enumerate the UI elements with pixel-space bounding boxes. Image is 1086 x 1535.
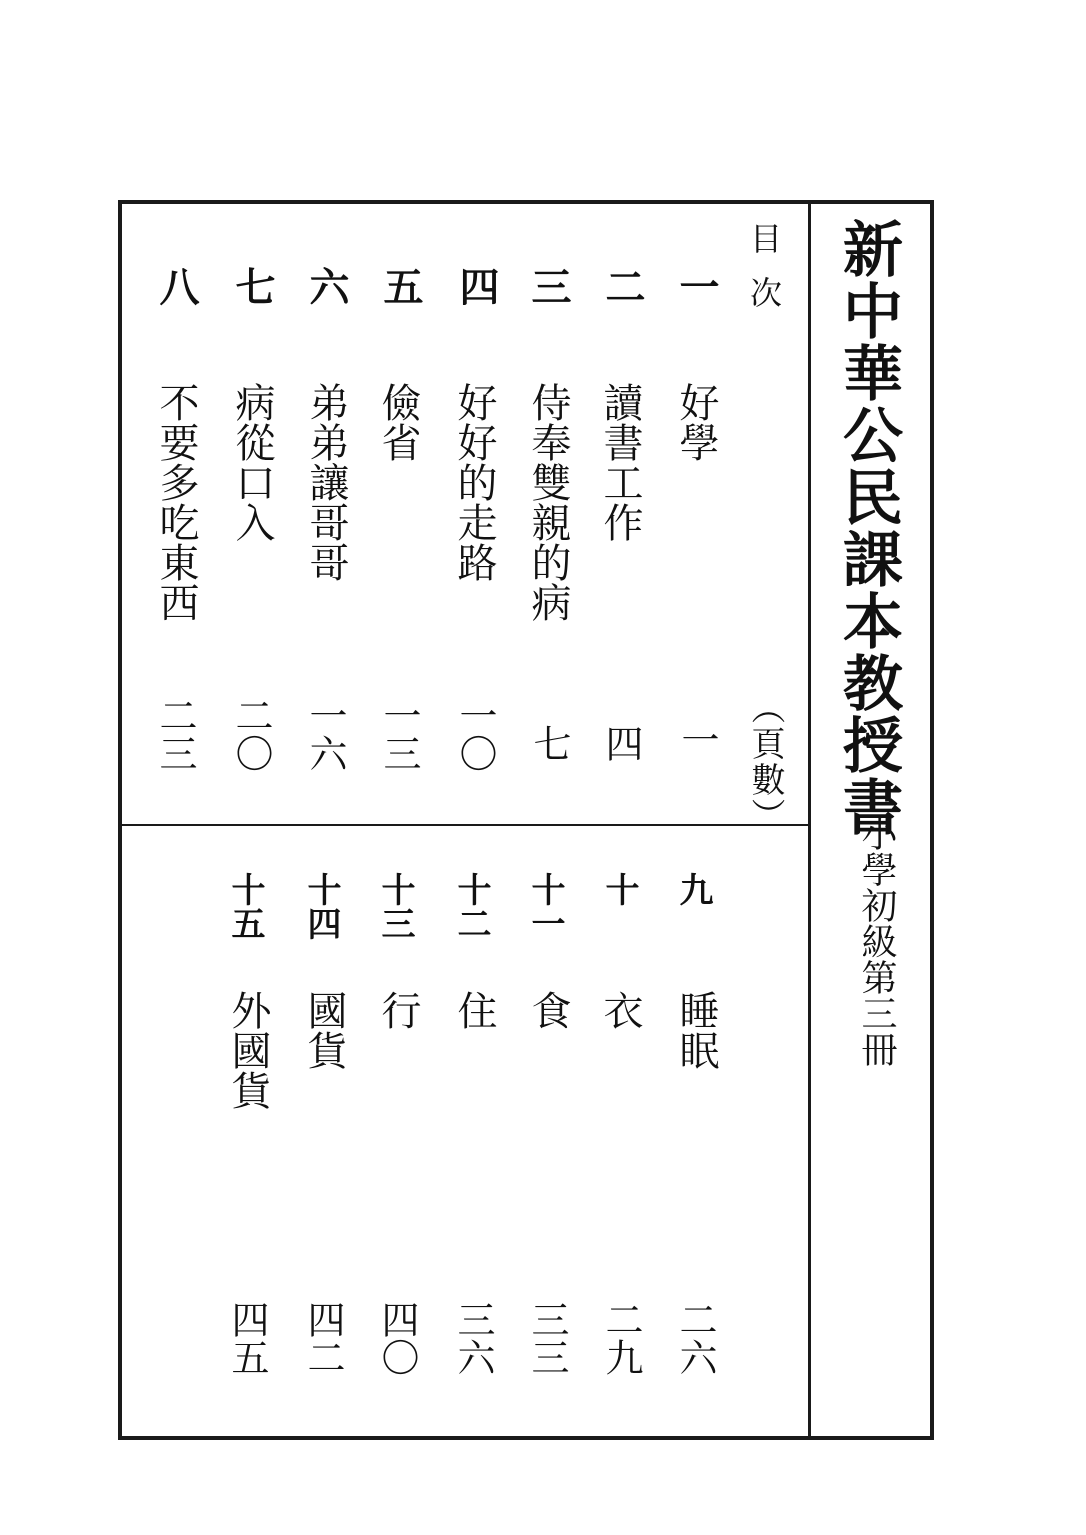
lesson-title: 外國貨	[225, 990, 271, 1110]
lesson-title: 好好的走路	[451, 382, 497, 582]
lesson-number: 十	[599, 872, 639, 906]
lesson-number: 七	[229, 266, 276, 306]
lesson-page: 四	[599, 724, 643, 762]
lesson-title: 住	[451, 990, 497, 1030]
lesson-page: 二三	[153, 696, 197, 772]
lesson-title: 行	[375, 990, 421, 1030]
lesson-title: 侍奉雙親的病	[525, 382, 571, 622]
toc-heading: 目次	[745, 222, 783, 330]
lesson-title: 食	[525, 990, 571, 1030]
title-divider	[808, 200, 811, 1440]
lesson-number: 一	[673, 266, 720, 306]
lesson-page: 一〇	[453, 696, 497, 772]
lesson-title: 病從口入	[229, 382, 275, 542]
lesson-number: 二	[599, 266, 646, 306]
lesson-page: 二六	[673, 1300, 717, 1376]
lesson-number: 四	[453, 266, 500, 306]
lesson-title: 弟弟讓哥哥	[303, 382, 349, 582]
lesson-title: 好學	[673, 382, 719, 462]
lesson-number: 三	[525, 266, 572, 306]
lesson-title: 國貨	[301, 990, 347, 1070]
lesson-page: 二〇	[229, 696, 273, 772]
lesson-number: 八	[153, 266, 200, 306]
lesson-number: 六	[303, 266, 350, 306]
lesson-page: 三三	[525, 1300, 569, 1376]
page-number-heading: （頁數）	[745, 690, 785, 834]
lesson-number: 十三	[375, 872, 415, 940]
lesson-page: 三六	[451, 1300, 495, 1376]
book-title: 新中華公民課本教授書	[833, 218, 903, 838]
lesson-page: 一	[675, 720, 719, 758]
lesson-title: 衣	[597, 990, 643, 1030]
book-subtitle: 小學初級第三冊	[856, 815, 897, 1067]
lesson-number: 十四	[301, 872, 341, 940]
lesson-number: 九	[673, 872, 713, 906]
lesson-page: 七	[527, 724, 571, 762]
lesson-page: 一六	[303, 696, 347, 772]
lesson-page: 二九	[599, 1300, 643, 1376]
section-divider	[122, 824, 808, 826]
lesson-title: 讀書工作	[597, 382, 643, 542]
lesson-number: 十一	[525, 872, 565, 940]
lesson-title: 儉省	[375, 382, 421, 462]
lesson-number: 十五	[225, 872, 265, 940]
lesson-title: 睡眠	[673, 990, 719, 1070]
lesson-title: 不要多吃東西	[153, 382, 199, 622]
lesson-page: 四二	[301, 1300, 345, 1376]
lesson-page: 四〇	[375, 1300, 419, 1376]
lesson-page: 一三	[377, 696, 421, 772]
lesson-number: 十二	[451, 872, 491, 940]
lesson-page: 四五	[225, 1300, 269, 1376]
lesson-number: 五	[377, 266, 424, 306]
